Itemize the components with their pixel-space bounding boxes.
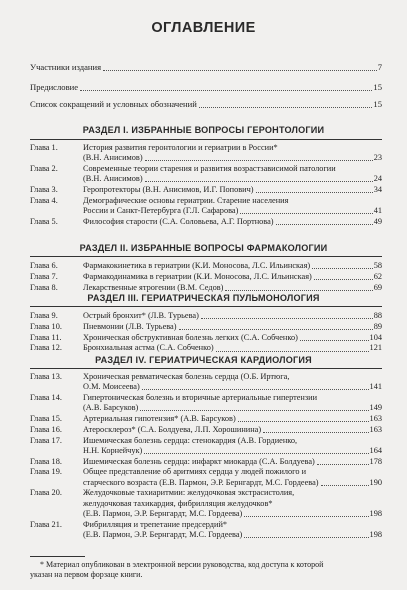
chapter-title-line [83, 520, 382, 530]
toc-page-number: 163 [369, 413, 382, 423]
leader-dots [238, 421, 369, 422]
chapter-title-text: (Е.В. Пармон, Э.Р. Бернгардт, М.С. Гордеева) [83, 508, 243, 518]
leader-dots [300, 340, 369, 341]
chapter-title-line [83, 488, 382, 498]
chapter-title-line [83, 509, 382, 519]
chapter-number: Глава 20. [30, 488, 62, 498]
chapter-title-line [83, 261, 382, 271]
chapter-number: Глава 8. [30, 282, 58, 292]
toc-page-number: 15 [373, 99, 382, 109]
chapter-title-text: Геропротекторы (В.Н. Анисимов, И.Г. Попович) [83, 184, 254, 194]
chapter-title-line [83, 217, 382, 227]
chapter-number: Глава 12. [30, 343, 62, 353]
chapter-title-text: Гипертоническая болезнь и вторичные артериальные гипертензии [83, 392, 318, 402]
chapter-title-text: О.М. Моисеева) [83, 382, 140, 392]
chapter-title-line [83, 478, 382, 488]
chapter-title-line [83, 196, 382, 206]
chapter-number: Глава 13. [30, 372, 62, 381]
chapter-title [83, 143, 382, 163]
chapter-title [83, 457, 382, 467]
chapter-title [83, 311, 382, 321]
chapter-title [83, 217, 382, 227]
chapter-title [83, 436, 382, 456]
chapter-number: Глава 10. [30, 321, 62, 331]
chapter-title-line [83, 185, 382, 195]
toc-page-number: 69 [373, 282, 382, 292]
toc-entry-preface [30, 82, 382, 93]
chapter-number: Глава 11. [30, 332, 62, 342]
toc-page-number: 15 [373, 82, 382, 92]
chapter-title-line [83, 311, 382, 321]
chapter-number: Глава 3. [30, 185, 58, 194]
section-heading-4: РАЗДЕЛ IV. ГЕРИАТРИЧЕСКАЯ КАРДИОЛОГИЯ [95, 355, 312, 365]
toc-entry-label: Участники издания [30, 62, 102, 72]
toc-page-number: 198 [369, 529, 382, 539]
toc-page-number: 121 [369, 343, 382, 353]
chapter-title-text: старческого возраста (Е.В. Пармон, Э.Р. Бернгардт, М.С. Гордеева) [83, 477, 319, 487]
toc-page-number: 41 [373, 205, 382, 215]
chapter-title-line [83, 457, 382, 467]
chapter-title-line [83, 143, 382, 153]
chapter-title [83, 261, 382, 271]
toc-page-number: 7 [377, 62, 382, 72]
section-divider [30, 139, 382, 140]
leader-dots [256, 192, 373, 193]
leader-dots [80, 90, 372, 91]
chapter-title-line [83, 174, 382, 184]
toc-page-number: 163 [369, 424, 382, 434]
chapter-title-text: Н.Н. Корнейчук) [83, 445, 143, 455]
toc-page-number: 141 [369, 382, 382, 392]
chapter-title-text: (В.Н. Анисимов) [83, 153, 143, 163]
chapter-number: Глава 4. [30, 195, 58, 205]
chapter-title-line [83, 530, 382, 540]
chapter-title-line [83, 393, 382, 403]
leader-dots [312, 268, 373, 269]
toc-page-number: 49 [373, 216, 382, 226]
leader-dots [103, 70, 377, 71]
chapter-number: Глава 9. [30, 311, 58, 320]
chapter-title [83, 272, 382, 282]
toc-page-number: 164 [369, 445, 382, 455]
chapter-title-text: (Е.В. Пармон, Э.Р. Бернгардт, М.С. Гордеева) [83, 529, 243, 539]
chapter-title-line [83, 372, 382, 382]
chapter-title-text: Хроническая ревматическая болезнь сердца (О.Б. Иртюга, [83, 371, 290, 381]
section-divider [30, 306, 382, 307]
chapter-title [83, 520, 382, 540]
leader-dots [276, 224, 373, 225]
leader-dots [314, 279, 373, 280]
chapter-title-text: России и Санкт-Петербурга (Г.Л. Сафарова) [83, 205, 239, 215]
leader-dots [244, 537, 368, 538]
chapter-title-text: Современные теории старения и развития возрастзависимой патологии [83, 163, 336, 173]
footnote-rule [30, 556, 85, 557]
chapter-title-text: Ишемическая болезнь сердца: стенокардия (А.В. Гордиенко, [83, 435, 298, 445]
footnote-line: указан на первом форзаце книги. [30, 570, 143, 579]
footnote [30, 560, 382, 580]
chapter-title [83, 425, 382, 435]
leader-dots [244, 516, 368, 517]
leader-dots [145, 160, 373, 161]
leader-dots [321, 485, 369, 486]
chapter-title-text: Демографические основы гериатрии. Старение населения [83, 195, 289, 205]
chapter-number: Глава 14. [30, 393, 62, 402]
chapter-title [83, 488, 382, 519]
toc-page-number: 62 [373, 271, 382, 281]
leader-dots [142, 389, 369, 390]
chapter-title [83, 414, 382, 424]
leader-dots [216, 351, 369, 352]
toc-page-number: 88 [373, 310, 382, 320]
leader-dots [240, 213, 372, 214]
toc-page-number: 190 [369, 477, 382, 487]
chapter-title-text: (В.Н. Анисимов) [83, 174, 143, 184]
toc-page-number: 89 [373, 321, 382, 331]
chapter-number: Глава 19. [30, 467, 62, 477]
footnote-line: * Материал опубликован в электронной версии руководства, код доступа к которой [40, 560, 324, 569]
chapter-title [83, 393, 382, 413]
toc-page-number: 104 [369, 332, 382, 342]
chapter-title-line [83, 153, 382, 163]
chapter-title-line [83, 333, 382, 343]
chapter-title-line [83, 206, 382, 216]
chapter-title-text: Острый бронхит* (Л.В. Турьева) [83, 310, 199, 320]
chapter-title-line [83, 467, 382, 477]
section-divider [30, 256, 382, 257]
chapter-title [83, 196, 382, 216]
chapter-title-text: (А.В. Барсуков) [83, 403, 139, 413]
chapter-title [83, 372, 382, 392]
chapter-title-text: Ишемическая болезнь сердца: инфаркт миокарда (С.А. Болдуева) [83, 456, 315, 466]
chapter-title-line [83, 272, 382, 282]
chapter-title-line [83, 414, 382, 424]
chapter-title [83, 322, 382, 332]
leader-dots [145, 181, 373, 182]
chapter-number: Глава 15. [30, 414, 62, 423]
chapter-title-text: Философия старости (С.А. Соловьева, А.Г. Портнова) [83, 216, 274, 226]
chapter-title-line [83, 446, 382, 456]
chapter-title-text: История развития геронтологии и гериатрии в России* [83, 142, 278, 152]
toc-page-number: 24 [373, 174, 382, 184]
chapter-number: Глава 18. [30, 456, 62, 466]
toc-page-number: 198 [369, 508, 382, 518]
chapter-title-text: Пневмонии (Л.В. Турьева) [83, 321, 177, 331]
leader-dots [317, 464, 369, 465]
chapter-title-line [83, 283, 382, 293]
leader-dots [263, 432, 368, 433]
chapter-title-line [83, 436, 382, 446]
chapter-title-line [83, 164, 382, 174]
toc-entry-participants [30, 62, 382, 73]
chapter-title-text: Желудочковые тахиаритмии: желудочковая экстрасистолия, [83, 488, 295, 498]
chapter-title-line [83, 499, 382, 509]
chapter-number: Глава 7. [30, 271, 58, 281]
chapter-title-text: желудочковая тахикардия, фибрилляция желудочков* [83, 498, 273, 508]
chapter-title-line [83, 343, 382, 353]
section-heading-1: РАЗДЕЛ I. ИЗБРАННЫЕ ВОПРОСЫ ГЕРОНТОЛОГИИ [82, 125, 325, 135]
leader-dots [199, 107, 373, 108]
chapter-number: Глава 2. [30, 164, 58, 173]
chapter-title [83, 185, 382, 195]
toc-page-number: 178 [369, 456, 382, 466]
chapter-title-text: Атеросклероз* (С.А. Болдуева, Л.П. Хорошинина) [83, 424, 262, 434]
chapter-title-text: Бронхиальная астма (С.А. Собченко) [83, 343, 214, 353]
chapter-number: Глава 6. [30, 261, 58, 270]
chapter-number: Глава 17. [30, 435, 62, 445]
toc-page-number: 23 [373, 153, 382, 163]
leader-dots [179, 329, 373, 330]
chapter-title-text: Фармакокинетика в гериатрии (К.И. Моносова, Л.С. Ильинская) [83, 260, 311, 270]
leader-dots [201, 318, 373, 319]
chapter-title [83, 343, 382, 353]
section-heading-3: РАЗДЕЛ III. ГЕРИАТРИЧЕСКАЯ ПУЛЬМОНОЛОГИЯ [87, 293, 320, 303]
chapter-number: Глава 5. [30, 216, 58, 226]
chapter-title-text: Фибрилляция и трепетание предсердий* [83, 519, 228, 529]
toc-page-number: 149 [369, 403, 382, 413]
leader-dots [144, 453, 368, 454]
chapter-title-text: Артериальная гипотензия* (А.В. Барсуков) [83, 413, 236, 423]
chapter-number: Глава 1. [30, 143, 58, 152]
chapter-title-line [83, 322, 382, 332]
page-title: ОГЛАВЛЕНИЕ [151, 20, 256, 36]
chapter-title-text: Общее представление об аритмиях сердца у людей пожилого и [83, 467, 307, 477]
chapter-title-text: Фармакодинамика в гериатрии (К.И. Моносова, Л.С. Ильинская) [83, 271, 312, 281]
leader-dots [225, 290, 372, 291]
toc-page-number: 34 [373, 184, 382, 194]
chapter-title [83, 467, 382, 487]
chapter-title [83, 333, 382, 343]
chapter-title-text: Лекарственные ятрогении (В.М. Седов) [83, 282, 224, 292]
chapter-number: Глава 21. [30, 519, 62, 529]
chapter-title-text: Хроническая обструктивная болезнь легких (С.А. Собченко) [83, 332, 298, 342]
chapter-title [83, 283, 382, 293]
toc-entry-label: Предисловие [30, 82, 79, 92]
toc-entry-abbreviations [30, 99, 382, 110]
chapter-title [83, 164, 382, 184]
chapter-title-line [83, 403, 382, 413]
leader-dots [140, 410, 368, 411]
chapter-title-line [83, 425, 382, 435]
toc-entry-label: Список сокращений и условных обозначений [30, 99, 197, 109]
toc-page-number: 58 [373, 260, 382, 270]
chapter-number: Глава 16. [30, 424, 62, 434]
chapter-title-line [83, 382, 382, 392]
section-heading-2: РАЗДЕЛ II. ИЗБРАННЫЕ ВОПРОСЫ ФАРМАКОЛОГИИ [79, 243, 328, 253]
section-divider [30, 368, 382, 369]
